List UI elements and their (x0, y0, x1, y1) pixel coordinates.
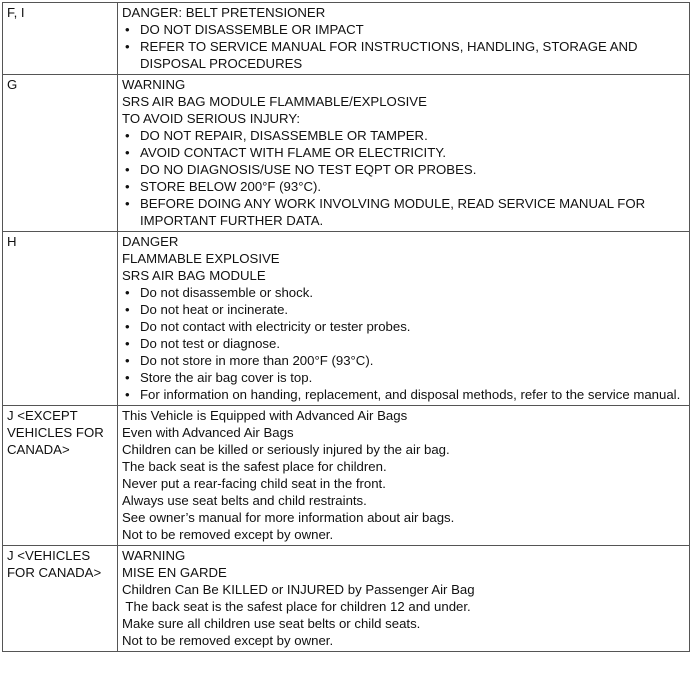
content-line: WARNING (122, 77, 186, 92)
row-label: J <EXCEPT VEHICLES FOR CANADA> (3, 406, 118, 546)
row-label: G (3, 75, 118, 232)
table-row (3, 3, 690, 75)
row-label: J <VEHICLES FOR CANADA> (3, 546, 118, 652)
content-line: MISE EN GARDE (122, 565, 227, 580)
content-line: This Vehicle is Equipped with Advanced Air Bags (122, 408, 408, 423)
bullet-item: • AVOID CONTACT WITH FLAME OR ELECTRICITY. (122, 144, 685, 161)
content-line: Make sure all children use seat belts or child seats. (122, 616, 421, 631)
bullet-item: • DO NO DIAGNOSIS/USE NO TEST EQPT OR PROBES. (122, 161, 685, 178)
content-line: The back seat is the safest place for children 12 and under. (122, 599, 471, 614)
content-line: SRS AIR BAG MODULE (122, 268, 266, 283)
table-row (3, 232, 690, 406)
bullet-item: • Do not test or diagnose. (122, 335, 685, 352)
bullet-item: • DO NOT DISASSEMBLE OR IMPACT (122, 21, 685, 38)
bullet-list (122, 284, 685, 403)
bullet-item: • DO NOT REPAIR, DISASSEMBLE OR TAMPER. (122, 127, 685, 144)
row-content (118, 75, 690, 232)
content-line: Children Can Be KILLED or INJURED by Passenger Air Bag (122, 582, 475, 597)
bullet-item: • Do not contact with electricity or tester probes. (122, 318, 685, 335)
row-content (118, 406, 690, 546)
content-line: Not to be removed except by owner. (122, 527, 334, 542)
content-line: TO AVOID SERIOUS INJURY: (122, 111, 301, 126)
content-line: WARNING (122, 548, 186, 563)
row-label: F, I (3, 3, 118, 75)
row-content (118, 546, 690, 652)
content-line: SRS AIR BAG MODULE FLAMMABLE/EXPLOSIVE (122, 94, 427, 109)
bullet-list (122, 21, 685, 72)
bullet-item: • STORE BELOW 200°F (93°C). (122, 178, 685, 195)
content-line: Even with Advanced Air Bags (122, 425, 294, 440)
warning-label-table (2, 2, 690, 652)
bullet-item: • For information on handing, replacement, and disposal methods, refer to the service manual. (122, 386, 685, 403)
content-line: The back seat is the safest place for children. (122, 459, 387, 474)
bullet-item: • Store the air bag cover is top. (122, 369, 685, 386)
table-row (3, 546, 690, 652)
bullet-item: • Do not disassemble or shock. (122, 284, 685, 301)
bullet-item: • REFER TO SERVICE MANUAL FOR INSTRUCTIONS, HANDLING, STORAGE AND DISPOSAL PROCEDURES (122, 38, 685, 72)
content-line: DANGER: BELT PRETENSIONER (122, 5, 326, 20)
bullet-list (122, 127, 685, 229)
content-line: Always use seat belts and child restraints. (122, 493, 367, 508)
content-line: DANGER (122, 234, 179, 249)
row-label: H (3, 232, 118, 406)
content-line: Children can be killed or seriously injured by the air bag. (122, 442, 450, 457)
content-line: See owner’s manual for more information about air bags. (122, 510, 455, 525)
content-line: FLAMMABLE EXPLOSIVE (122, 251, 280, 266)
row-content (118, 232, 690, 406)
content-line: Not to be removed except by owner. (122, 633, 334, 648)
row-content (118, 3, 690, 75)
table-row (3, 406, 690, 546)
bullet-item: • BEFORE DOING ANY WORK INVOLVING MODULE, READ SERVICE MANUAL FOR IMPORTANT FURTHER DATA. (122, 195, 685, 229)
bullet-item: • Do not heat or incinerate. (122, 301, 685, 318)
bullet-item: • Do not store in more than 200°F (93°C). (122, 352, 685, 369)
content-line: Never put a rear-facing child seat in the front. (122, 476, 386, 491)
table-row (3, 75, 690, 232)
